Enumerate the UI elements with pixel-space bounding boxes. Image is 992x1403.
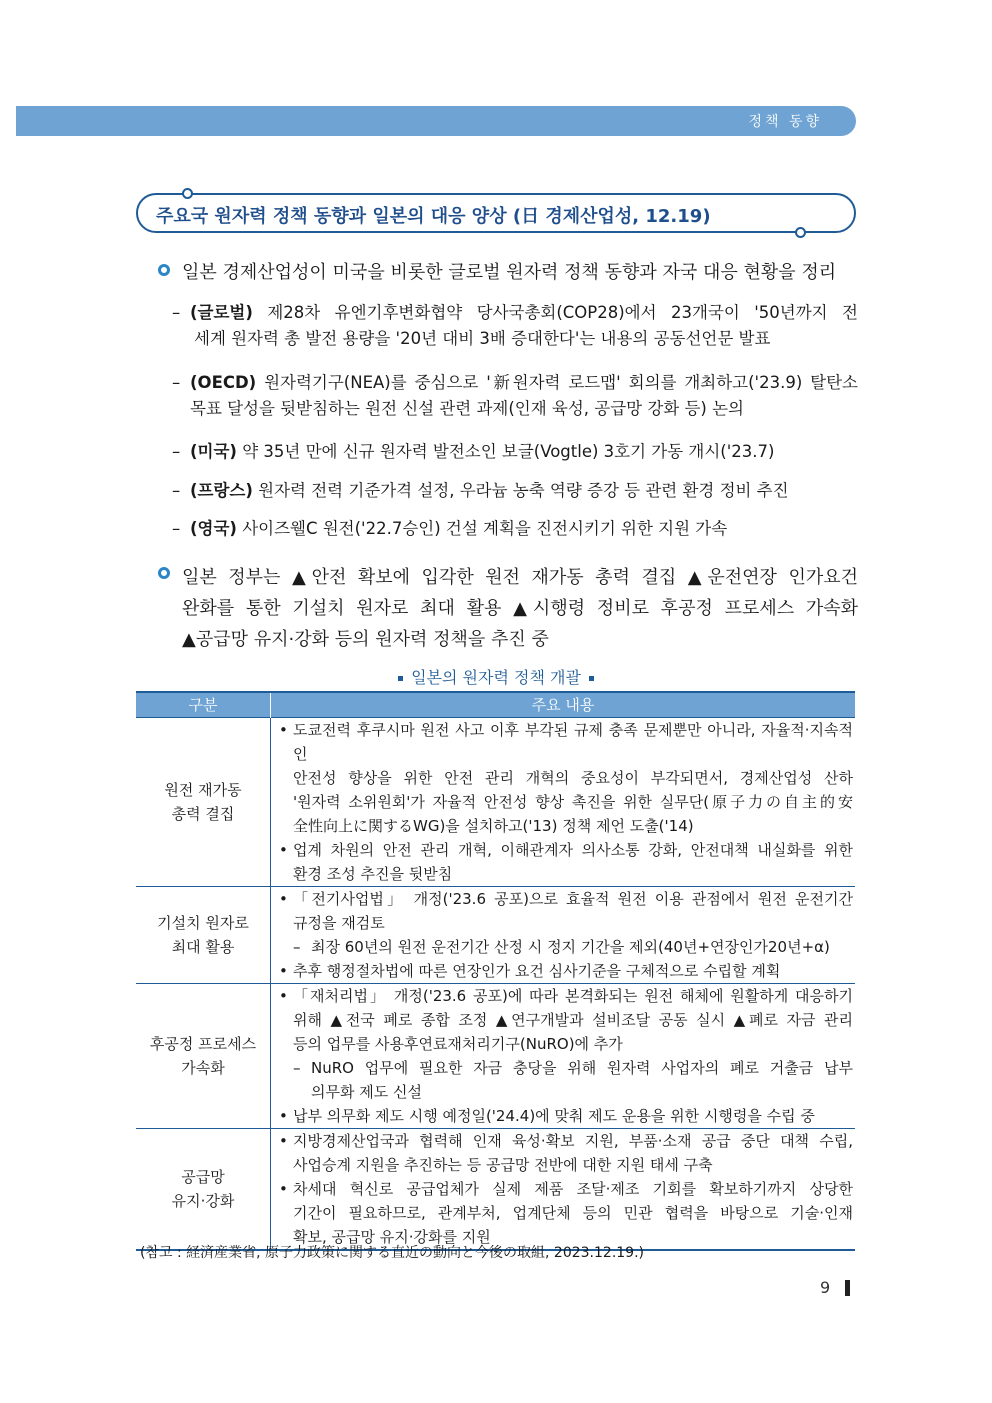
article-title-box <box>136 193 856 233</box>
content-bullet-item: • 「전기사업법」 개정('23.6 공포)으로 효율적 원전 이용 관점에서 원전 운전기간 규정을 재검토 <box>279 890 853 932</box>
circle-bullet-icon <box>158 567 170 579</box>
content-cell <box>271 984 856 1129</box>
table-header-row <box>136 692 855 718</box>
section-label: 정책 동향 <box>748 114 822 130</box>
content-bullet-item: • 도쿄전력 후쿠시마 원전 사고 이후 부각된 규제 충족 문제뿐만 아니라, 자율적·지속적인 안전성 향상을 위한 안전 관리 개혁의 중요성이 부각되면서, 경제산업성 산하 '원자력 소위원회'가 자율적 안전성 향상 촉진을 위한 실무단(原子力の自主的安 全性向上に関するWG)을 설치하고('13) 정책 제언 도출('14) <box>279 721 853 835</box>
sub-item-label: (영국) <box>190 519 237 538</box>
category-cell: 기설치 원자로 최대 활용 <box>136 887 271 984</box>
column-header: 주요 내용 <box>271 692 856 718</box>
caption-square-icon <box>589 676 594 681</box>
table-row <box>136 1129 855 1251</box>
table-row <box>136 718 855 887</box>
category-cell: 후공정 프로세스 가속화 <box>136 984 271 1129</box>
category-cell: 원전 재가동 총력 결집 <box>136 718 271 887</box>
policy-table <box>136 691 855 1251</box>
article-title: 주요국 원자력 정책 동향과 일본의 대응 양상 (日 경제산업성, 12.19) <box>156 206 711 227</box>
sub-item-label: (글로벌) <box>190 303 253 322</box>
table-row <box>136 984 855 1129</box>
content-bullet-item: • 납부 의무화 제도 시행 예정일('24.4)에 맞춰 제도 운용을 위한 시행령을 수립 중 <box>279 1107 815 1125</box>
content-cell <box>271 887 856 984</box>
reference-note: (참고 : 経済産業省, 原子力政策に関する直近の動向と今後の取組, 2023.12.19.) <box>140 1245 644 1261</box>
category-cell: 공급망 유지·강화 <box>136 1129 271 1251</box>
content-bullet-item: • 「재처리법」 개정('23.6 공포)에 따라 본격화되는 원전 해체에 원활하게 대응하기 위해 ▲전국 폐로 종합 조정 ▲연구개발과 설비조달 공동 실시 ▲폐로 자금 관리 등의 업무를 사용후연료재처리기구(NuRO)에 추가 <box>279 987 853 1053</box>
content-cell <box>271 1129 856 1251</box>
section-header-bar <box>16 106 856 136</box>
content-bullet-item: • 업계 차원의 안전 관리 개혁, 이해관계자 의사소통 강화, 안전대책 내실화를 위한 환경 조성 추진을 뒷받침 <box>279 841 853 883</box>
sub-dash-item: – 최장 60년의 원전 운전기간 산정 시 정지 기간을 제외(40년+연장인가20년+α) <box>293 938 830 956</box>
title-decor-dot <box>182 188 193 199</box>
sub-item-label: (OECD) <box>190 373 257 392</box>
content-bullet-item: • 차세대 혁신로 공급업체가 실제 제품 조달·제조 기회를 확보하기까지 상당한 기간이 필요하므로, 관계부처, 업계단체 등의 민관 협력을 바탕으로 기술·인재 확보, 공급망 유지·강화를 지원 <box>279 1180 853 1246</box>
sub-item-label: (프랑스) <box>190 481 253 500</box>
title-decor-dot <box>795 227 806 238</box>
content-bullet-item: • 추후 행정절차법에 따른 연장인가 요건 심사기준을 구체적으로 수립할 계획 <box>279 962 781 980</box>
sub-item-label: (미국) <box>190 442 237 461</box>
table-caption: 일본의 원자력 정책 개괄 <box>0 665 992 688</box>
circle-bullet-icon <box>158 264 170 276</box>
bullet-text: 일본 경제산업성이 미국을 비롯한 글로벌 원자력 정책 동향과 자국 대응 현황을 정리 <box>182 262 837 283</box>
content-cell <box>271 718 856 887</box>
page-number-bar <box>845 1280 850 1296</box>
sub-dash-item: – NuRO 업무에 필요한 자금 충당을 위해 원자력 사업자의 폐로 거출금 납부 의무화 제도 신설 <box>293 1059 853 1101</box>
column-header: 구분 <box>136 692 271 718</box>
caption-square-icon <box>398 676 403 681</box>
content-bullet-item: • 지방경제산업국과 협력해 인재 육성·확보 지원, 부품·소재 공급 중단 대책 수립, 사업승계 지원을 추진하는 등 공급망 전반에 대한 지원 태세 구축 <box>279 1132 853 1174</box>
table-row <box>136 887 855 984</box>
page-number: 9 <box>820 1278 831 1297</box>
